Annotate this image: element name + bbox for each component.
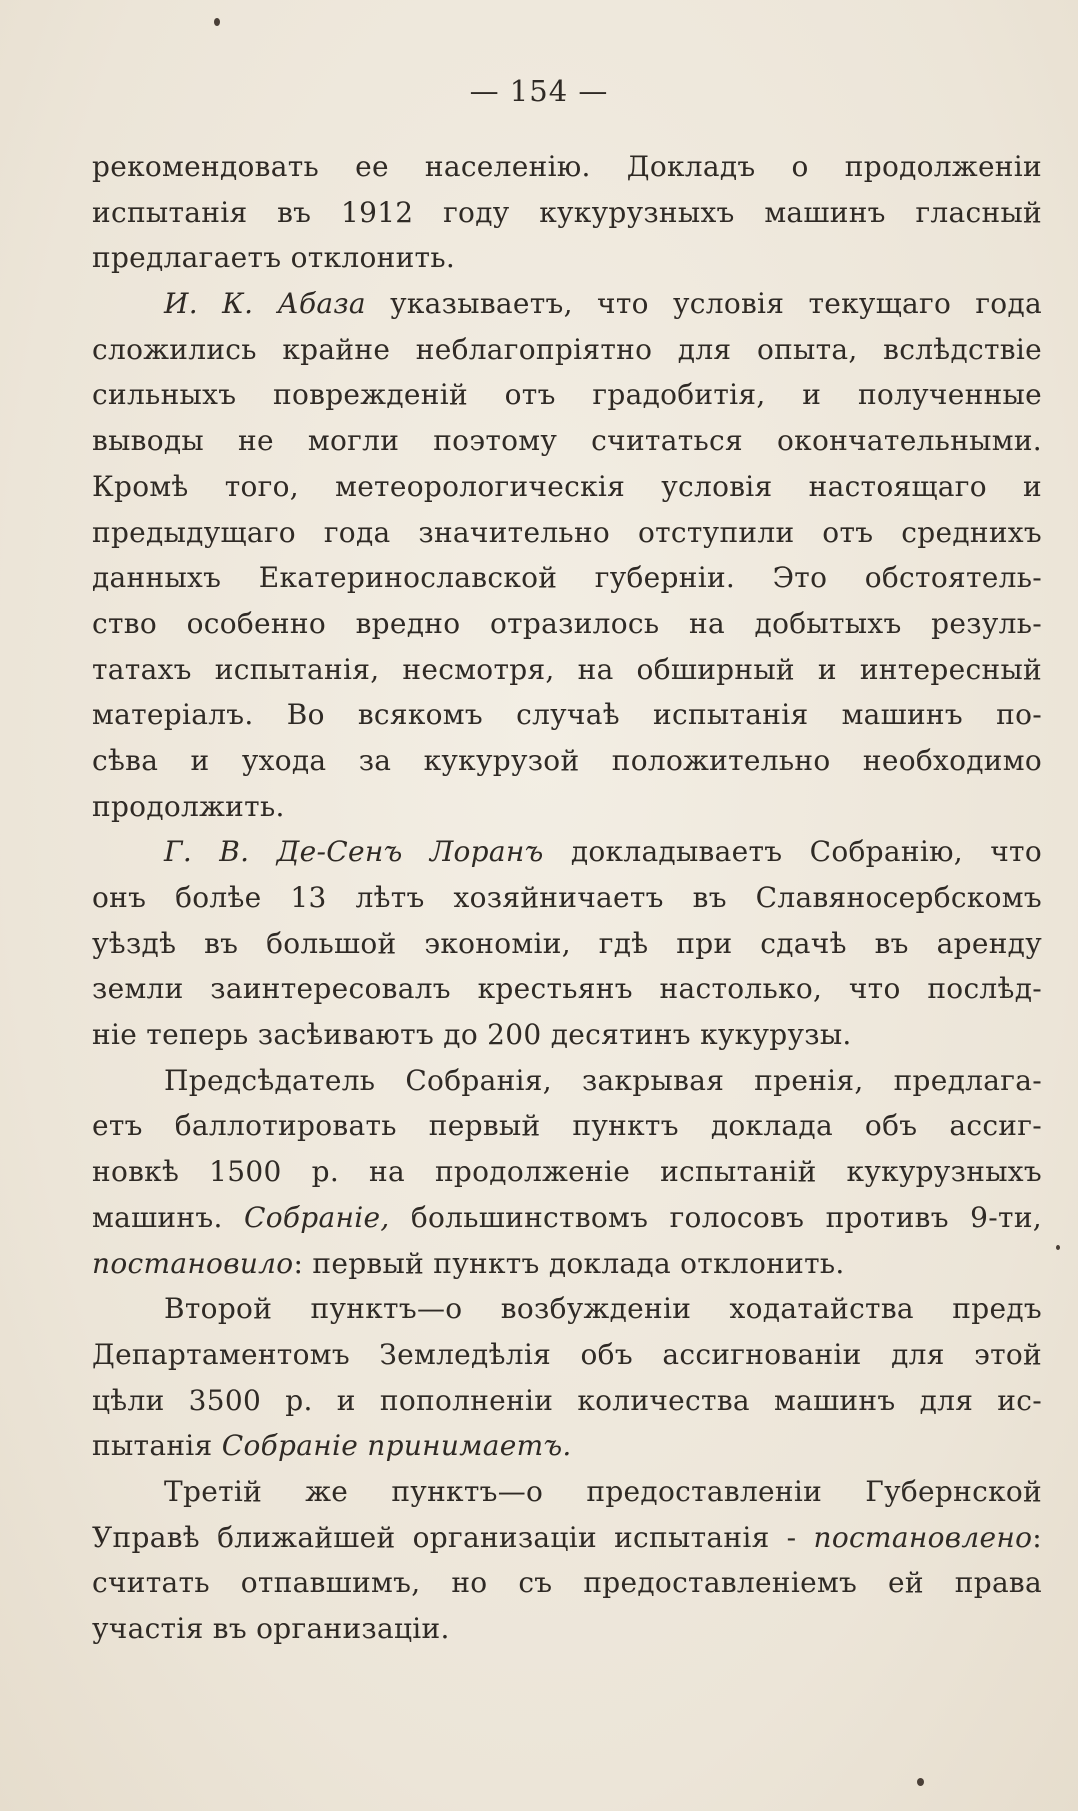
text-line: выводы не могли поэтому считаться окончательными. [92,424,1042,458]
text-line: данныхъ Екатеринославской губерніи. Это обстоятель- [92,561,1042,595]
text-line: сѣва и ухода за кукурузой положительно необходимо [92,743,1042,777]
text-line: Третій же пунктъ—о предоставленіи Губернской [164,1474,1042,1508]
text-line [92,1195,1042,1241]
text-line: сложились крайне неблагопріятно для опыта, вслѣдствіе [92,332,1042,366]
text-line: предлагаетъ отклонить. [92,241,456,275]
text-span: пытанія [92,1429,222,1463]
text-line: земли заинтересовалъ крестьянъ настолько, что послѣд- [92,972,1042,1006]
text-span: докладываетъ Собранію, что [543,835,1042,869]
text-line: уѣздѣ въ большой экономіи, гдѣ при сдачѣ въ аренду [92,926,1042,960]
text-line: онъ болѣе 13 лѣтъ хозяйничаетъ въ Славяносербскомъ [92,881,1042,914]
text-span: указываетъ, что условія текущаго года [365,287,1042,321]
text-line: цѣли 3500 р. и пополненіи количества машинъ для ис- [92,1383,1042,1417]
italic-text: постановило [92,1246,294,1280]
text-line: татахъ испытанія, несмотря, на обширный и интересный [92,652,1042,686]
ink-speck [214,18,220,26]
text-line: новкѣ 1500 р. на продолженіе испытаній кукурузныхъ [92,1155,1042,1189]
ink-speck [917,1778,924,1786]
text-line [92,1241,1042,1287]
italic-text: Собраніе, [243,1200,390,1234]
text-line [92,281,1042,327]
ink-speck [1056,1245,1060,1250]
text-line: Кромѣ того, метеорологическія условія настоящаго и [92,469,1042,503]
text-line: испытанія въ 1912 году кукурузныхъ машинъ гласный [92,195,1042,229]
text-line: Второй пунктъ—о возбужденіи ходатайства предъ [164,1292,1042,1326]
italic-text: Собраніе принимаетъ. [221,1429,572,1463]
text-span: : первый пунктъ доклада отклонить. [293,1246,845,1280]
text-line: считать отпавшимъ, но съ предоставленіемъ ей права [92,1566,1042,1600]
italic-text: И. К. Абаза [164,287,366,321]
italic-text: Г. В. Де-Сенъ Лоранъ [164,835,544,869]
text-line: сильныхъ поврежденій отъ градобитія, и полученные [92,378,1042,412]
text-line: рекомендовать ее населенію. Докладъ о продолженіи [92,150,1042,183]
page-number: — 154 — [469,74,609,108]
text-line: предыдущаго года значительно отступили отъ среднихъ [92,515,1042,549]
text-line [92,1515,1042,1561]
text-line: етъ баллотировать первый пунктъ доклада объ ассиг- [92,1109,1042,1143]
text-span: Управѣ ближайшей организаціи испытанія - [92,1520,814,1554]
text-line: Предсѣдатель Собранія, закрывая пренія, предлага- [164,1063,1042,1097]
body-text [92,144,1042,1652]
text-line: ство особенно вредно отразилось на добытыхъ резуль- [92,606,1042,640]
text-line: участія въ организаціи. [92,1612,450,1645]
text-span: : [1032,1520,1042,1554]
text-line: Департаментомъ Земледѣлія объ ассигнованіи для этой [92,1337,1042,1371]
text-line: ніе теперь засѣиваютъ до 200 десятинъ кукурузы. [92,1018,852,1052]
text-span: большинствомъ голосовъ противъ 9-ти, [389,1200,1042,1234]
italic-text: постановлено [813,1520,1033,1554]
text-line: матеріалъ. Во всякомъ случаѣ испытанія машинъ по- [92,698,1042,732]
text-line [92,1423,1042,1469]
text-line: продолжить. [92,789,285,823]
text-line [92,829,1042,875]
text-span: машинъ. [92,1200,244,1234]
